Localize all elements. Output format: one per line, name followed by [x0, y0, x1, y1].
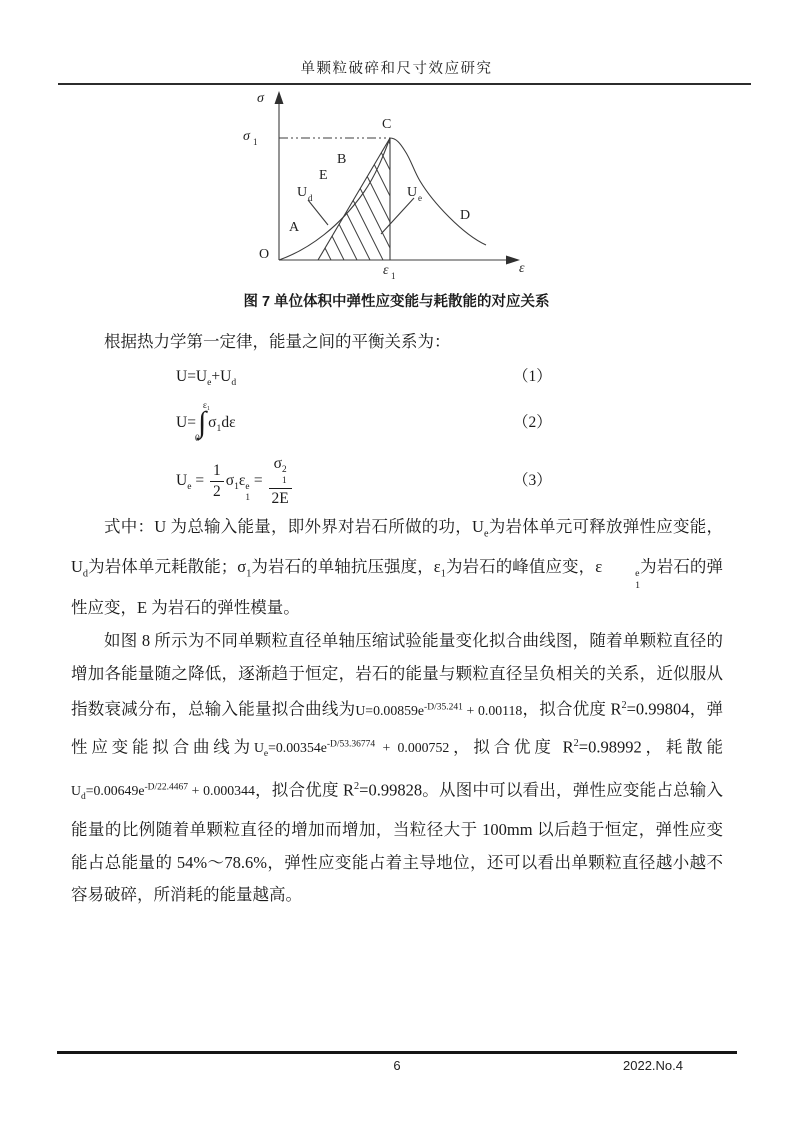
page-number: 6	[393, 1058, 401, 1073]
ue-leader-line	[381, 198, 414, 234]
paragraph-discussion: 如图 8 所示为不同单颗粒直径单轴压缩试验能量变化拟合曲线图，随着单颗粒直径的增加各能量随之降低，逐渐趋于恒定，岩石的能量与颗粒直径呈负相关的关系，近似服从指数衰减分布，总输入能量拟合曲线为$U=0.00859e^{-D/35.241} + 0.00118$，拟合优度 $R^2=0.99804$，弹性应变能拟合曲线为$U_e=0.00354e^{-D/53.36774} + 0.000752$，拟合优度 $R^2=0.98992$，耗散能$U_d=0.00649e^{-D/22.4467} + 0.000344$，拟合优度 $R^2=0.99828$。从图中可以看出，弹性应变能占总输入能量的比例随着单颗粒直径的增加而增加，当粒径大于 100mm 以后趋于恒定，弹性应变能占总能量的 54%～78.6%，弹性应变能占着主导地位，还可以看出单颗粒直径越小越不容易破碎，所消耗的能量越高。	[71, 630, 724, 905]
point-c-label: C	[382, 117, 392, 132]
figure7-caption: 图 7 单位体积中弹性应变能与耗散能的对应关系	[243, 294, 550, 310]
footer-rule	[57, 1051, 737, 1054]
y-axis-arrow	[275, 91, 284, 104]
point-b-label: B	[337, 152, 347, 167]
point-d-label: D	[460, 208, 471, 223]
ud-leader-line	[308, 200, 328, 225]
elastic-unload-line	[318, 138, 390, 260]
ue-subscript: e	[418, 193, 422, 203]
equation-2-body: U= ε₁ ∫ 0 $\sigma_1d\varepsilon$	[176, 400, 236, 445]
epsilon1-label: ε	[383, 263, 389, 278]
figure7	[228, 88, 538, 284]
main-text	[71, 326, 723, 912]
paragraph-definitions: 式中：U 为总输入能量，即外界对岩石所做的功，$U_e$为岩体单元可释放弹性应变能，$U_d$为岩体单元耗散能；$\sigma_1$为岩石的单轴抗压强度，$\varepsilon_1$为岩石的峰值应变，ε e 1 为岩石的弹性应变，E 为岩石的弹性模量。	[71, 516, 723, 618]
paragraph-intro: 根据热力学第一定律，能量之间的平衡关系为：	[104, 332, 451, 351]
epsilon1-subscript: 1	[391, 271, 396, 281]
equation-block	[71, 359, 723, 511]
equation-2-number: （2）	[513, 413, 552, 431]
equation-1-number: （1）	[513, 367, 552, 385]
ue-label: U	[407, 185, 418, 200]
running-head-title: 单颗粒破碎和尺寸效应研究	[300, 61, 493, 77]
equation-2	[71, 395, 723, 451]
post-peak-curve	[390, 138, 486, 245]
ue-hatch-area	[242, 108, 465, 268]
point-e-label: E	[319, 168, 328, 183]
figure7-stress-strain-diagram	[228, 88, 538, 284]
x-axis-arrow	[506, 256, 520, 265]
ud-label: U	[297, 185, 308, 200]
equation-3-number: （3）	[513, 471, 552, 489]
point-a-label: A	[289, 220, 300, 235]
equation-3	[71, 451, 723, 511]
sigma1-label: σ	[243, 129, 250, 144]
origin-label: O	[259, 247, 270, 262]
equation-1	[71, 359, 723, 395]
ud-subscript: d	[308, 193, 313, 203]
equation-1-body: $U=U_e+U_d$	[176, 367, 237, 388]
sigma-axis-label: σ	[257, 91, 264, 106]
header-rule	[58, 83, 751, 85]
issue-label: 2022.No.4	[623, 1058, 683, 1073]
equation-3-body: $U_e$ = $\frac{1}{2}$ $\sigma_1\varepsilon$ e 1 = σ 2 1 2E	[176, 451, 294, 517]
sigma1-subscript: 1	[253, 137, 258, 147]
epsilon-axis-label: ε	[519, 261, 525, 276]
